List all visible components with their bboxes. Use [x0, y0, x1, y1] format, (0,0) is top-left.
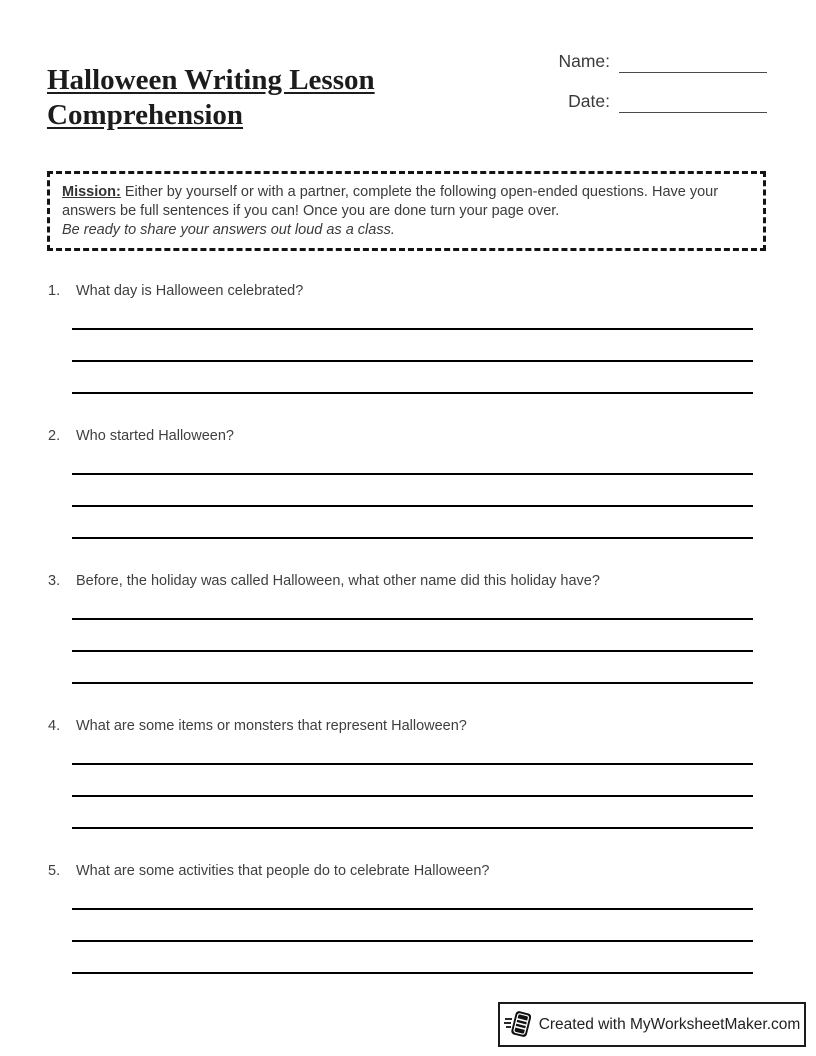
- answer-line[interactable]: [72, 537, 753, 539]
- answer-line[interactable]: [72, 682, 753, 684]
- name-date-fields: [558, 48, 767, 113]
- answer-lines: [72, 763, 753, 829]
- answer-line[interactable]: [72, 827, 753, 829]
- question-text: Before, the holiday was called Halloween, what other name did this holiday have?: [76, 573, 600, 589]
- question-text: What day is Halloween celebrated?: [76, 283, 304, 299]
- question-number: 5.: [48, 863, 61, 879]
- answer-line[interactable]: [72, 972, 753, 974]
- question-row: [47, 572, 753, 591]
- question-number: 1.: [48, 283, 61, 299]
- answer-line[interactable]: [72, 795, 753, 797]
- name-input-line[interactable]: [619, 48, 767, 73]
- worksheet-maker-logo-icon: [504, 1009, 531, 1041]
- page-title: Halloween Writing Lesson Comprehension: [47, 64, 375, 132]
- answer-lines: [72, 473, 753, 539]
- answer-line[interactable]: [72, 940, 753, 942]
- question-number: 3.: [48, 573, 61, 589]
- answer-lines: [72, 618, 753, 684]
- questions-section: [47, 282, 753, 1007]
- answer-lines: [72, 328, 753, 394]
- answer-line[interactable]: [72, 908, 753, 910]
- mission-label: Mission:: [62, 184, 121, 200]
- answer-line[interactable]: [72, 505, 753, 507]
- answer-line[interactable]: [72, 392, 753, 394]
- answer-line[interactable]: [72, 618, 753, 620]
- question-text: What are some activities that people do to celebrate Halloween?: [76, 863, 490, 879]
- question-text: What are some items or monsters that represent Halloween?: [76, 718, 467, 734]
- mission-instructions-box: [47, 171, 766, 251]
- question-row: [47, 862, 753, 881]
- answer-line[interactable]: [72, 328, 753, 330]
- question-block-5: [47, 862, 753, 974]
- mission-text: Either by yourself or with a partner, complete the following open-ended questions. Have your answers be full sentences if you can! Once you are done turn your page over.: [62, 184, 719, 219]
- question-block-1: [47, 282, 753, 394]
- mission-note: Be ready to share your answers out loud as a class.: [62, 222, 395, 238]
- question-block-4: [47, 717, 753, 829]
- question-block-2: [47, 427, 753, 539]
- answer-line[interactable]: [72, 763, 753, 765]
- date-label: Date:: [568, 91, 610, 111]
- answer-line[interactable]: [72, 360, 753, 362]
- question-row: [47, 717, 753, 736]
- question-block-3: [47, 572, 753, 684]
- question-row: [47, 427, 753, 446]
- name-label: Name:: [558, 51, 610, 71]
- question-number: 2.: [48, 428, 61, 444]
- question-text: Who started Halloween?: [76, 428, 234, 444]
- answer-line[interactable]: [72, 650, 753, 652]
- footer-credit-box: [498, 1002, 806, 1047]
- answer-line[interactable]: [72, 473, 753, 475]
- answer-lines: [72, 908, 753, 974]
- date-input-line[interactable]: [619, 88, 767, 113]
- footer-credit-text: Created with MyWorksheetMaker.com: [538, 1015, 801, 1033]
- question-number: 4.: [48, 718, 61, 734]
- question-row: [47, 282, 753, 301]
